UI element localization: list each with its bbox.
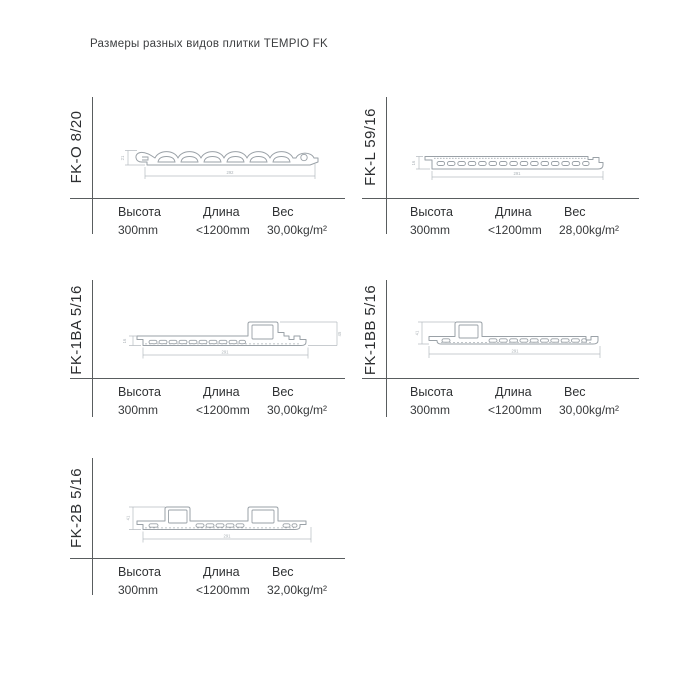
- thickness-dimension-label: 16: [411, 160, 416, 166]
- panel-fk-o: [70, 97, 345, 237]
- profile-drawing-fk-1ba: [95, 310, 345, 380]
- col-header-weight: Вес: [272, 565, 294, 579]
- spec-table-values: [70, 583, 345, 599]
- width-dimension-label: 292: [226, 170, 234, 176]
- height-value: 300mm: [118, 403, 159, 417]
- col-header-height: Высота: [118, 565, 161, 579]
- length-value: <1200mm: [196, 223, 250, 237]
- weight-value: 32,00kg/m²: [267, 583, 328, 597]
- weight-value: 30,00kg/m²: [267, 403, 328, 417]
- col-header-weight: Вес: [564, 205, 586, 219]
- panel-fk-1bb: [362, 280, 639, 420]
- spec-table-header: [70, 565, 345, 581]
- profile-drawing-fk-l: [389, 127, 639, 197]
- spec-table-header: [362, 205, 639, 221]
- length-value: <1200mm: [488, 403, 542, 417]
- height-value: 300mm: [118, 583, 159, 597]
- weight-value: 28,00kg/m²: [559, 223, 620, 237]
- spec-table-header: [362, 385, 639, 401]
- profile-drawing-fk-o: [95, 127, 345, 197]
- col-header-length: Длина: [203, 205, 240, 219]
- spec-table-values: [70, 223, 345, 239]
- width-dimension-label: 291: [513, 171, 521, 177]
- panel-label: FK-1BA 5/16: [68, 285, 85, 375]
- spec-table-header: [70, 205, 345, 221]
- height-value: 300mm: [118, 223, 159, 237]
- spec-table-values: [70, 403, 345, 419]
- col-header-height: Высота: [410, 205, 453, 219]
- panel-divider-rule: [70, 558, 345, 559]
- col-header-height: Высота: [118, 205, 161, 219]
- col-header-length: Длина: [203, 565, 240, 579]
- col-header-weight: Вес: [272, 205, 294, 219]
- length-value: <1200mm: [488, 223, 542, 237]
- page-title: Размеры разных видов плитки TEMPIO FK: [90, 38, 328, 50]
- profile-drawing-fk-1bb: [389, 310, 639, 380]
- length-value: <1200mm: [196, 403, 250, 417]
- panel-label: FK-2B 5/16: [68, 468, 85, 548]
- width-dimension-label: 291: [223, 533, 231, 539]
- thickness-dimension-label: 41: [125, 515, 131, 521]
- thickness-dimension-label: 16: [122, 338, 127, 344]
- spec-table-header: [70, 385, 345, 401]
- panel-label: FK-O 8/20: [68, 110, 85, 184]
- panel-label: FK-L 59/16: [362, 108, 379, 186]
- weight-value: 30,00kg/m²: [559, 403, 620, 417]
- height-value: 300mm: [410, 223, 451, 237]
- panel-fk-l: [362, 97, 639, 237]
- width-dimension-label: 291: [511, 348, 519, 354]
- col-header-length: Длина: [495, 205, 532, 219]
- panel-fk-2b: [70, 458, 345, 598]
- col-header-height: Высота: [118, 385, 161, 399]
- height-value: 300mm: [410, 403, 451, 417]
- panel-label: FK-1BB 5/16: [362, 284, 379, 376]
- panel-divider-rule: [70, 198, 345, 199]
- col-header-height: Высота: [410, 385, 453, 399]
- spec-table-values: [362, 403, 639, 419]
- profile-drawing-fk-2b: [95, 488, 345, 558]
- thickness-dimension-label: 41: [414, 330, 420, 336]
- width-dimension-label: 291: [221, 349, 229, 355]
- length-value: <1200mm: [196, 583, 250, 597]
- thickness-dimension-label: 21: [120, 155, 125, 161]
- col-header-length: Длина: [495, 385, 532, 399]
- spec-table-values: [362, 223, 639, 239]
- col-header-weight: Вес: [272, 385, 294, 399]
- col-header-length: Длина: [203, 385, 240, 399]
- panel-fk-1ba: [70, 280, 345, 420]
- panel-divider-rule: [362, 198, 639, 199]
- weight-value: 30,00kg/m²: [267, 223, 328, 237]
- col-header-weight: Вес: [564, 385, 586, 399]
- total-height-dimension-label: 45: [337, 331, 342, 337]
